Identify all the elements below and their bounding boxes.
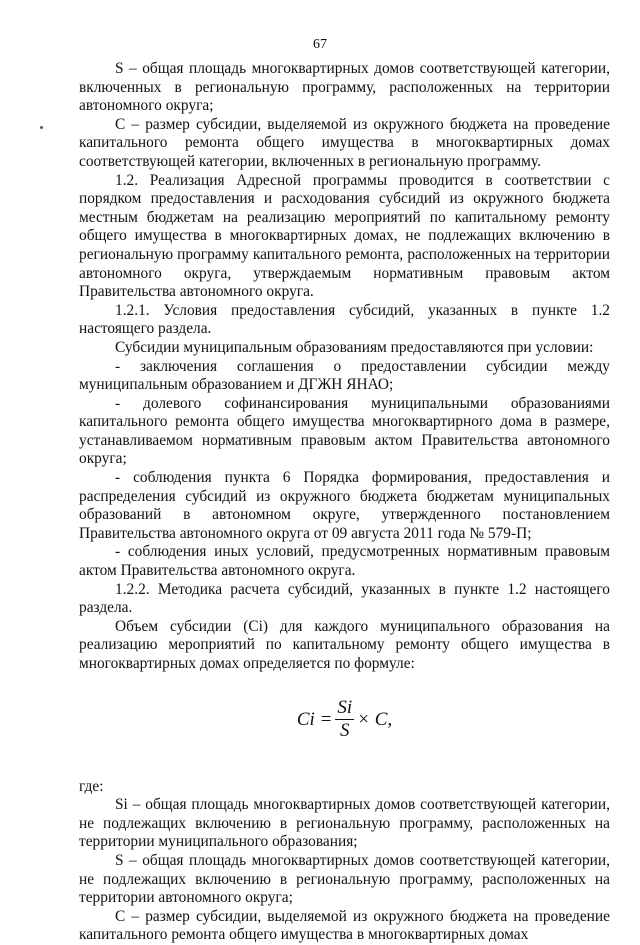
- paragraph: S – общая площадь многоквартирных домов соответствующей категории, не подлежащих включению в региональную программу, расположенных на территории автономного округа;: [79, 851, 610, 907]
- paragraph: Si – общая площадь многоквартирных домов соответствующей категории, не подлежащих включению в региональную программу, расположенных на территории муниципального образования;: [79, 796, 610, 851]
- paragraph: Субсидии муниципальным образованиям предоставляются при условии:: [115, 338, 594, 356]
- paragraphs-bottom: [79, 796, 610, 945]
- paragraph: - заключения соглашения о предоставлении субсидии между муниципальным образованием и ДГЖН ЯНАО;: [79, 357, 610, 394]
- formula-numerator: Si: [337, 697, 353, 719]
- paragraph: С – размер субсидии, выделяемой из окружного бюджета на проведение капитального ремонта общего имущества в многоквартирных домах: [79, 907, 610, 944]
- paragraph: 1.2.2. Методика расчета субсидий, указанных в пункте 1.2 настоящего раздела.: [79, 580, 610, 617]
- paragraph: - долевого софинансирования муниципальными образованиями капитального ремонта общего имущества многоквартирного дома в размере, устанавливаемом нормативным правовым актом Правительства автономного округа;: [79, 394, 610, 468]
- paragraph: 1.2. Реализация Адресной программы проводится в соответствии с порядком предоставления и расходования субсидий из окружного бюджета местным бюджетам на реализацию мероприятий по капитальному ремонту общего имущества в многоквартирных домах, не подлежащих включению в региональную программу капитального ремонта, расположенных на территории автономного округа, утверждаемым нормативным правовым актом Правительства автономного округа.: [79, 171, 610, 301]
- paragraph: С – размер субсидии, выделяемой из окружного бюджета на проведение капитального ремонта общего имущества в многоквартирных домах соответствующей категории, включенных в региональную программу.: [79, 115, 610, 170]
- margin-mark: [40, 126, 43, 129]
- paragraph: - соблюдения пункта 6 Порядка формирования, предоставления и распределения субсидий из окружного бюджета бюджетам муниципальных образований в автономном округе, утвержденного постановлением Правительства автономного округа от 09 августа 2011 года № 579-П;: [79, 469, 610, 542]
- formula-fraction: [335, 698, 354, 741]
- paragraphs-top: [79, 60, 610, 674]
- paragraph: 1.2.1. Условия предоставления субсидий, указанных в пункте 1.2 настоящего раздела.: [79, 301, 610, 338]
- paragraph: Объем субсидии (Ci) для каждого муниципального образования на реализацию мероприятий по капитальному ремонту общего имущества в многоквартирных домах определяется по формуле:: [79, 617, 610, 672]
- formula-denominator: S: [340, 720, 350, 742]
- paragraph: - соблюдения иных условий, предусмотренных нормативным правовым актом Правительства автономного округа.: [79, 543, 610, 580]
- formula-lhs: Ci =: [296, 708, 333, 730]
- where-label: где:: [79, 777, 104, 795]
- page-number: 67: [313, 37, 327, 52]
- paragraph: S – общая площадь многоквартирных домов соответствующей категории, включенных в региональную программу, расположенных на территории автономного округа;: [79, 60, 610, 115]
- subsidy-formula: [79, 678, 610, 762]
- document-body: [79, 60, 610, 945]
- formula-rhs: × C,: [357, 708, 393, 730]
